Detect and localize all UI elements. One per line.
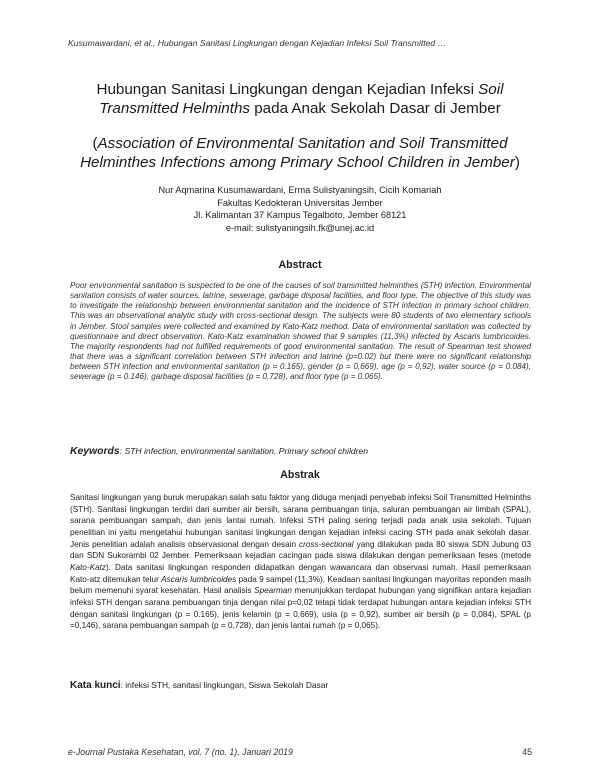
abstract-heading: Abstract <box>278 259 322 271</box>
author-block <box>60 184 540 234</box>
abstrak-text-2: yang dilakukan pada 80 siswa SDN Jubung 03 dan SDN Sukorambi 02 Jember. Pemeriksaan kejadian cacingan pada siswa dilakukan dengan pemeriksaan feses (metode <box>70 539 532 561</box>
abstrak-heading: Abstrak <box>280 469 320 481</box>
title-id-part2: pada Anak Sekolah Dasar di Jember <box>250 100 501 117</box>
abstrak-italic-3: Ascaris lumbricoides <box>161 574 237 584</box>
keywords-label: Keywords <box>70 446 120 457</box>
title-en-close: ) <box>514 154 520 171</box>
running-head: Kusumawardani, et al., Hubungan Sanitasi Lingkungan dengan Kejadian Infeksi Soil Transmitted … <box>68 38 447 48</box>
keywords-line <box>70 446 368 457</box>
kata-kunci-text: : infeksi STH, sanitasi lingkungan, Siswa Sekolah Dasar <box>120 680 329 690</box>
abstrak-text-4: pada 9 sampel (11,3%). Keadaan sanitasi lingkungan mayoritas reponden masih belum memenuhi syarat kesehatan. Hasil analisis <box>70 574 531 596</box>
title-english <box>60 134 540 172</box>
abstrak-text-5: menunjukkan terdapat hubungan yang signifikan antara kejadian infeksi STH dengan sarana pembuangan tinja dengan nilai p=0,02 tetapi tidak terdapat hubungan antara kejadian infeksi STH dengan sanitasi lingkungan (p = 0.165), jenis kelamin (p = 0,669), usia (p = 0,92), sumber air bersih (p = 0,084), SPAL (p =0,146), sarana pembuangan sampah (p = 0,728), dan jenis lantai rumah (p = 0,065). <box>70 586 531 631</box>
title-id-part1: Hubungan Sanitasi Lingkungan dengan Kejadian Infeksi <box>96 81 479 98</box>
title-indonesian <box>60 80 540 118</box>
page-number: 45 <box>522 747 532 757</box>
kata-kunci-label: Kata kunci <box>70 680 121 691</box>
author-affiliation: Fakultas Kedokteran Universitas Jember <box>217 197 383 208</box>
title-id-italic: Soil Transmitted Helminths <box>99 81 504 117</box>
abstrak-indonesian <box>70 492 531 632</box>
abstrak-italic-1: cross-sectional <box>299 539 354 549</box>
abstrak-italic-2: Kato-Katz <box>70 562 106 572</box>
author-names: Nur Aqmarina Kusumawardani, Erma Sulistyaningsih, Cicih Komariah <box>158 185 442 195</box>
footer-journal: e-Journal Pustaka Kesehatan, vol. 7 (no. 1), Januari 2019 <box>68 747 293 757</box>
author-address: Jl. Kalimantan 37 Kampus Tegalboto, Jember 68121 <box>193 210 407 221</box>
title-en-open: ( <box>92 135 98 152</box>
abstrak-text-1: Sanitasi lingkungan yang buruk merupakan salah satu faktor yang diduga menjadi penyebab infeksi Soil Transmitted Helminths (STH). Sanitasi lingkungan terdiri dari sumber air bersih, sarana pembuangan tinja, saluran pembuangan air limbah (SPAL), sarana pembuangan sampah, dan jenis lantai rumah. Infeksi STH paling sering terjadi pada anak usia sekolah. Tujuan penelitian ini yaitu mengetahui hubungan sanitasi lingkungan dengan kejadian infeksi cacing STH pada anak sekolah dasar. Jenis penelitian adalah analisis observasional dengan desain <box>70 493 531 549</box>
abstract-english: Poor environmental sanitation is suspected to be one of the causes of soil transmitted helminthes (STH) infection. Environmental sanitation consists of water sources, latrine, sewerage, garbage disposal facilities, and floor type. The objective of this study was to investigate the relationship between environmental sanitation and the incidence of STH infection in primary school children. This was an observational analytic study with cross-sectional design. The subjects were 80 students of two elementary schools in Jember. Stool samples were collected and examined by Kato-Katz method. Data of environmental sanitation was collected by questionnaire and direct observation. Kato-Katz examination showed that 9 samples (11,3%) infected by Ascaris lumbricoides. The majority respondents had not fulfilled requirements of good environmental sanitation. The result of Spearman test showed that there was a significant correlation between STH infection and latrine (p=0.02) but there were no significant relationship between STH infection and environmental sanitation (p = 0.165), gender (p = 0,669), age (p = 0,92), water source (p = 0.084), sewerage (p = 0.146), garbage disposal facilities (p = 0,728), and floor type (p = 0,065). <box>70 281 531 382</box>
title-en-text: Association of Environmental Sanitation and Soil Transmitted Helminthes Infections among Primary School Children in Jember <box>80 135 515 171</box>
kata-kunci-line <box>70 680 328 691</box>
abstrak-text-3: ). Data sanitasi lingkungan responden didapatkan dengan wawancara dan observasi rumah. Hasil pemeriksaan Kato-atz ditemukan telur <box>70 562 531 584</box>
abstrak-italic-4: Spearman <box>254 586 292 596</box>
keywords-text: : STH infection, environmental sanitation, Primary school children <box>119 446 369 456</box>
author-email: e-mail: sulistyaningsih.fk@unej.ac.id <box>225 222 375 233</box>
